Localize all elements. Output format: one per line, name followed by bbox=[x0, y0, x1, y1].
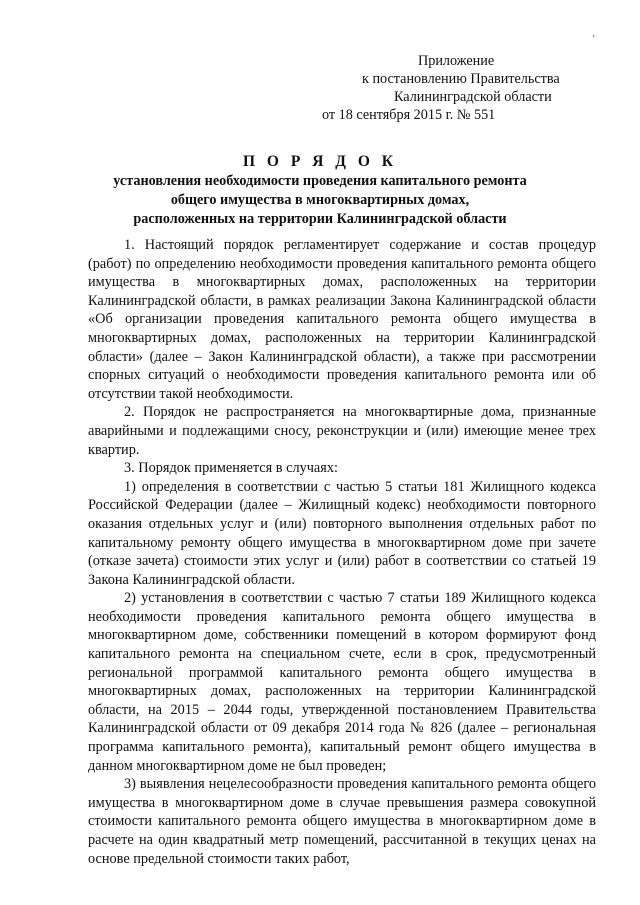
document-title: П О Р Я Д О К bbox=[243, 153, 397, 170]
paragraph-1: 1. Настоящий порядок регламентирует содержание и состав процедур (работ) по определению необходимости проведения капитального ремонта общего имущества в многоквартирных домах, расположенных на территории Калининградской области, в рамках реализации Закона Калининградской области «Об организации проведения капитального ремонта общего имущества в многоквартирных домах, расположенных на территории Калининградской области» (далее – Закон Калининградской области), а также при рассмотрении спорных ситуаций о необходимости проведения капитального ремонта или об отсутствии такой необходимости. bbox=[88, 237, 596, 402]
appendix-date-number: от 18 сентября 2015 г. № 551 bbox=[322, 107, 496, 123]
subtitle-line: установления необходимости проведения капитального ремонта bbox=[113, 173, 527, 189]
paragraph-2: 2. Порядок не распространяется на многоквартирные дома, признанные аварийными и подлежащими сносу, реконструкции и (или) имеющие менее трех квартир. bbox=[88, 404, 596, 458]
appendix-decree: к постановлению Правительства bbox=[362, 71, 560, 87]
appendix-block bbox=[300, 52, 600, 124]
appendix-label: Приложение bbox=[418, 53, 495, 69]
corner-mark: ’ bbox=[592, 34, 596, 45]
paragraph-3-item-2: 2) установления в соответствии с частью 7 статьи 189 Жилищного кодекса необходимости проведения капитального ремонта общего имущества в многоквартирном доме, собственники помещений в котором формируют фонд капитального ремонта на специальном счете, если в срок, предусмотренный региональной программой капитального ремонта общего имущества в многоквартирных домах, расположенных на территории Калининградской области, на 2015 – 2044 годы, утвержденной постановлением Правительства Калининградской области от 09 декабря 2014 года № 826 (далее – региональная программа капитального ремонта), капитальный ремонт общего имущества в данном многоквартирном доме не был проведен; bbox=[88, 590, 596, 774]
paragraph-3-item-3: 3) выявления нецелесообразности проведения капитального ремонта общего имущества в многоквартирном доме в случае превышения размера совокупной стоимости капитального ремонта общего имущества в многоквартирном доме в расчете на один квадратный метр помещений, рассчитанной в текущих ценах на основе предельной стоимости таких работ, bbox=[88, 776, 596, 867]
paragraph-3-item-1: 1) определения в соответствии с частью 5 статьи 181 Жилищного кодекса Российской Федерации (далее – Жилищный кодекс) необходимости повторного оказания отдельных услуг и (или) повторного выполнения отдельных работ по капитальному ремонту общего имущества в многоквартирном доме при зачете (отказе зачета) стоимости этих услуг и (или) работ в соответствии со статьей 19 Закона Калининградской области. bbox=[88, 478, 596, 588]
document-subtitle bbox=[0, 172, 640, 229]
document-body bbox=[88, 236, 596, 868]
appendix-region: Калининградской области bbox=[394, 89, 552, 105]
subtitle-line: общего имущества в многоквартирных домах, bbox=[170, 192, 470, 208]
subtitle-line: расположенных на территории Калининградской области bbox=[133, 211, 507, 227]
paragraph-3: 3. Порядок применяется в случаях: bbox=[124, 460, 338, 477]
